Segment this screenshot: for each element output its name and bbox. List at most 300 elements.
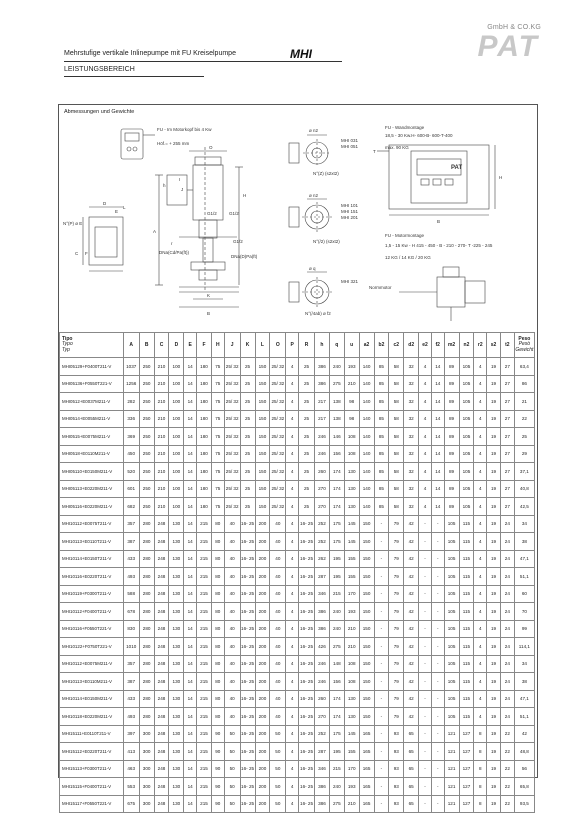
- model-cell: MHI10112+E0075M211-V: [60, 655, 124, 673]
- table-cell: 50: [270, 743, 286, 761]
- model-cell: MHI15115+F0400T211-V: [60, 778, 124, 796]
- model-cell: MHI10112+E0075T211-V: [60, 515, 124, 533]
- table-cell: 140: [359, 410, 374, 428]
- table-cell: 25/ 32: [270, 480, 286, 498]
- table-cell: 100: [169, 428, 184, 446]
- col-header: c2: [389, 333, 404, 358]
- table-cell: 16- 25: [240, 620, 255, 638]
- table-cell: 105: [459, 463, 474, 481]
- section-title: LEISTUNGSBEREICH: [64, 66, 135, 73]
- table-cell: 195: [329, 743, 344, 761]
- table-cell: 150: [255, 410, 270, 428]
- table-cell: -: [374, 620, 389, 638]
- table-cell: 14: [184, 445, 197, 463]
- table-cell: 108: [344, 445, 359, 463]
- col-header: C: [154, 333, 169, 358]
- table-cell: 280: [139, 708, 154, 726]
- table-cell: 248: [154, 708, 169, 726]
- dim-J: J: [181, 187, 184, 192]
- table-cell: 4: [419, 445, 432, 463]
- table-cell: 93: [389, 795, 404, 813]
- model-cell: MHI10113+E0110M211-V: [60, 673, 124, 691]
- table-cell: 32: [404, 410, 419, 428]
- table-cell: 250: [139, 480, 154, 498]
- table-cell: -: [374, 760, 389, 778]
- table-cell: 130: [169, 515, 184, 533]
- bolts-label-b: N°(/2) (s2xt2): [313, 239, 340, 244]
- table-cell: 14: [184, 778, 197, 796]
- table-cell: 25: [240, 358, 255, 376]
- table-cell: 105: [459, 410, 474, 428]
- table-cell: 4: [286, 708, 299, 726]
- col-header: K: [240, 333, 255, 358]
- table-cell: 246: [315, 428, 330, 446]
- table-cell: 130: [344, 708, 359, 726]
- table-cell: 248: [154, 603, 169, 621]
- table-cell: -: [374, 743, 389, 761]
- table-cell: 16- 25: [240, 638, 255, 656]
- weight-cell: 63,4: [514, 358, 534, 376]
- table-cell: 40: [270, 533, 286, 551]
- table-cell: 100: [169, 445, 184, 463]
- table-cell: 14: [184, 568, 197, 586]
- table-cell: -: [374, 585, 389, 603]
- flange-group3-line1: MHI 321: [341, 279, 359, 284]
- table-cell: 4: [286, 620, 299, 638]
- table-cell: 14: [431, 393, 444, 411]
- table-cell: 260: [315, 463, 330, 481]
- wall-mount-spec: 18,5 - 30 Kw.H- 600-B- 600-T-400: [385, 133, 453, 138]
- table-cell: 27: [500, 498, 514, 516]
- table-cell: 19: [487, 673, 501, 691]
- technical-drawing: [59, 117, 535, 330]
- table-cell: 156: [329, 673, 344, 691]
- table-cell: 58: [389, 410, 404, 428]
- table-row: [60, 708, 535, 726]
- table-cell: 27: [500, 375, 514, 393]
- table-cell: -: [374, 778, 389, 796]
- table-cell: -: [419, 778, 432, 796]
- table-cell: 50: [270, 795, 286, 813]
- table-cell: 150: [255, 393, 270, 411]
- table-cell: 16- 25: [299, 533, 315, 551]
- table-cell: 42: [404, 585, 419, 603]
- table-cell: 215: [197, 708, 212, 726]
- height-note: Höf.= + 255 mm: [157, 141, 190, 146]
- weight-cell: 56: [514, 760, 534, 778]
- table-cell: 4: [474, 638, 487, 656]
- table-cell: 4: [474, 673, 487, 691]
- table-cell: 4: [419, 410, 432, 428]
- dim-D: D: [103, 201, 107, 206]
- table-cell: 200: [255, 638, 270, 656]
- table-cell: 195: [329, 568, 344, 586]
- table-cell: 287: [315, 568, 330, 586]
- table-cell: 280: [139, 515, 154, 533]
- table-cell: 40: [224, 515, 240, 533]
- table-cell: 4: [286, 760, 299, 778]
- logo-wordmark: PAT: [477, 30, 539, 63]
- table-cell: 105: [444, 603, 459, 621]
- table-cell: 14: [184, 585, 197, 603]
- table-cell: 4: [286, 778, 299, 796]
- dim-n2-2: ø n2: [309, 193, 319, 198]
- col-header: q: [329, 333, 344, 358]
- motor-mount-weight: 12 KG / 14 KG / 20 KG: [385, 255, 431, 260]
- table-cell: 215: [197, 603, 212, 621]
- table-cell: 130: [344, 498, 359, 516]
- col-header: n2: [459, 333, 474, 358]
- bolts-label-c: N°(/4ab) ø f2: [305, 311, 331, 316]
- table-cell: 127: [459, 795, 474, 813]
- table-cell: 80: [211, 533, 224, 551]
- table-cell: 4: [286, 725, 299, 743]
- table-cell: 130: [169, 778, 184, 796]
- table-cell: 210: [154, 445, 169, 463]
- table-cell: 40: [224, 620, 240, 638]
- table-cell: 16- 25: [240, 690, 255, 708]
- table-cell: 675: [123, 795, 139, 813]
- table-row: [60, 498, 535, 516]
- table-cell: 200: [255, 568, 270, 586]
- table-cell: 25/ 32: [270, 393, 286, 411]
- table-cell: 4: [286, 743, 299, 761]
- model-cell: MHI10116+F0550T221-V: [60, 620, 124, 638]
- weight-cell: 65,8: [514, 778, 534, 796]
- table-cell: 115: [459, 603, 474, 621]
- table-cell: 32: [404, 375, 419, 393]
- table-cell: 248: [154, 568, 169, 586]
- table-cell: 19: [487, 550, 501, 568]
- weight-cell: 86: [514, 375, 534, 393]
- table-cell: 4: [419, 358, 432, 376]
- dim-K: K: [207, 293, 211, 298]
- table-cell: 75: [211, 480, 224, 498]
- table-cell: 195: [329, 550, 344, 568]
- table-cell: 24: [500, 673, 514, 691]
- dim-F: F: [85, 251, 88, 256]
- table-row: [60, 533, 535, 551]
- table-cell: 127: [459, 778, 474, 796]
- table-cell: 4: [286, 690, 299, 708]
- table-cell: 270: [315, 498, 330, 516]
- table-cell: 150: [359, 708, 374, 726]
- table-cell: 105: [444, 568, 459, 586]
- col-header: A: [123, 333, 139, 358]
- table-cell: 130: [169, 725, 184, 743]
- table-cell: 336: [123, 410, 139, 428]
- table-cell: 280: [139, 638, 154, 656]
- table-cell: 24: [500, 533, 514, 551]
- table-cell: 100: [169, 410, 184, 428]
- table-cell: 140: [359, 428, 374, 446]
- table-cell: 25/ 32: [224, 358, 240, 376]
- dim-L: L: [123, 205, 126, 210]
- table-cell: 14: [184, 620, 197, 638]
- table-cell: 19: [487, 708, 501, 726]
- wall-mount-title: FU - Wandmontage: [385, 125, 425, 130]
- table-cell: 16- 25: [299, 725, 315, 743]
- table-cell: 89: [444, 358, 459, 376]
- table-cell: 200: [255, 708, 270, 726]
- table-cell: 16- 25: [299, 655, 315, 673]
- table-cell: 248: [154, 620, 169, 638]
- col-header: L: [255, 333, 270, 358]
- table-cell: 588: [123, 585, 139, 603]
- table-cell: 80: [211, 638, 224, 656]
- table-row: [60, 690, 535, 708]
- table-cell: 25: [299, 498, 315, 516]
- table-cell: 25: [240, 375, 255, 393]
- table-cell: 4: [286, 655, 299, 673]
- table-cell: 4: [419, 375, 432, 393]
- table-cell: 138: [329, 393, 344, 411]
- table-cell: 58: [389, 358, 404, 376]
- table-cell: 146: [329, 428, 344, 446]
- table-cell: -: [374, 603, 389, 621]
- table-cell: 93: [389, 725, 404, 743]
- table-cell: 130: [344, 480, 359, 498]
- table-cell: 24: [500, 568, 514, 586]
- dim-r: r: [171, 241, 173, 246]
- table-cell: 89: [444, 445, 459, 463]
- table-cell: 150: [359, 620, 374, 638]
- peso-header: Peso Pesò Gewicht: [514, 333, 534, 358]
- table-cell: 19: [487, 585, 501, 603]
- table-cell: 180: [197, 358, 212, 376]
- table-cell: 115: [459, 673, 474, 691]
- table-cell: 105: [444, 620, 459, 638]
- table-cell: 14: [184, 480, 197, 498]
- table-cell: 386: [315, 620, 330, 638]
- table-cell: 80: [211, 673, 224, 691]
- table-cell: -: [374, 708, 389, 726]
- table-cell: -: [374, 725, 389, 743]
- table-cell: 50: [224, 778, 240, 796]
- table-cell: 14: [184, 603, 197, 621]
- table-cell: 520: [123, 463, 139, 481]
- table-cell: 75: [211, 463, 224, 481]
- table-cell: 40: [224, 585, 240, 603]
- table-cell: 16- 25: [240, 778, 255, 796]
- table-cell: 210: [344, 620, 359, 638]
- table-cell: 282: [123, 393, 139, 411]
- table-cell: -: [419, 795, 432, 813]
- table-cell: 105: [459, 428, 474, 446]
- table-cell: 75: [211, 375, 224, 393]
- table-cell: 27: [500, 410, 514, 428]
- table-cell: 150: [255, 445, 270, 463]
- table-cell: -: [374, 655, 389, 673]
- table-cell: 463: [123, 760, 139, 778]
- model-cell: MHI05110+E0150M211-V: [60, 463, 124, 481]
- table-cell: -: [419, 515, 432, 533]
- table-cell: 4: [286, 673, 299, 691]
- table-cell: 50: [270, 760, 286, 778]
- table-cell: 150: [359, 550, 374, 568]
- table-cell: 115: [459, 585, 474, 603]
- thread-g1: G1/2: [207, 211, 217, 216]
- table-cell: 200: [255, 655, 270, 673]
- table-cell: 300: [139, 778, 154, 796]
- model-cell: MHI05113+E0220M211-V: [60, 480, 124, 498]
- dim-I: I: [179, 177, 181, 182]
- table-cell: 248: [154, 743, 169, 761]
- table-cell: -: [431, 638, 444, 656]
- table-cell: 27: [500, 428, 514, 446]
- dna-label-1: DNa(Cd/Pa(ft)): [159, 250, 190, 255]
- table-cell: 433: [123, 690, 139, 708]
- table-cell: 14: [184, 550, 197, 568]
- table-cell: 210: [154, 358, 169, 376]
- table-cell: 4: [474, 410, 487, 428]
- table-cell: -: [419, 585, 432, 603]
- table-cell: 150: [255, 358, 270, 376]
- weight-cell: 22: [514, 410, 534, 428]
- table-cell: 19: [487, 428, 501, 446]
- table-cell: 24: [500, 603, 514, 621]
- table-cell: 14: [431, 428, 444, 446]
- table-cell: 215: [329, 585, 344, 603]
- table-cell: 42: [404, 655, 419, 673]
- table-cell: 200: [255, 533, 270, 551]
- table-cell: 4: [474, 445, 487, 463]
- table-row: [60, 375, 535, 393]
- table-cell: 165: [359, 795, 374, 813]
- table-row: [60, 480, 535, 498]
- col-header: m2: [444, 333, 459, 358]
- weight-cell: 114,1: [514, 638, 534, 656]
- table-cell: 24: [500, 620, 514, 638]
- table-cell: 40: [270, 620, 286, 638]
- weight-cell: 51,1: [514, 568, 534, 586]
- table-cell: 275: [329, 795, 344, 813]
- table-cell: 248: [154, 550, 169, 568]
- table-row: [60, 410, 535, 428]
- table-cell: 14: [184, 725, 197, 743]
- table-cell: 32: [404, 480, 419, 498]
- weight-cell: 42: [514, 725, 534, 743]
- table-cell: 4: [286, 410, 299, 428]
- table-cell: 240: [329, 778, 344, 796]
- table-cell: 14: [431, 445, 444, 463]
- table-cell: 248: [154, 533, 169, 551]
- table-cell: 165: [359, 760, 374, 778]
- table-cell: 42: [404, 708, 419, 726]
- table-cell: 25/ 32: [270, 445, 286, 463]
- table-cell: 369: [123, 428, 139, 446]
- table-cell: 16- 25: [299, 603, 315, 621]
- table-cell: 19: [487, 655, 501, 673]
- table-cell: -: [374, 795, 389, 813]
- table-cell: 4: [474, 550, 487, 568]
- table-cell: 217: [315, 410, 330, 428]
- table-cell: 121: [444, 795, 459, 813]
- table-cell: 27: [500, 463, 514, 481]
- table-cell: 40: [270, 638, 286, 656]
- table-cell: 25: [299, 410, 315, 428]
- table-cell: 4: [286, 498, 299, 516]
- table-cell: -: [419, 725, 432, 743]
- table-cell: -: [419, 603, 432, 621]
- table-cell: 200: [255, 760, 270, 778]
- table-cell: 22: [500, 795, 514, 813]
- normmotor-label: Normmotor: [369, 285, 392, 290]
- table-cell: 85: [374, 393, 389, 411]
- table-row: [60, 585, 535, 603]
- table-cell: 121: [444, 725, 459, 743]
- table-cell: 252: [315, 515, 330, 533]
- model-cell: MHI05129+F0400T211-V: [60, 358, 124, 376]
- table-cell: 75: [211, 410, 224, 428]
- table-cell: 165: [359, 778, 374, 796]
- table-cell: 50: [270, 725, 286, 743]
- table-cell: 180: [197, 498, 212, 516]
- model-cell: MHI0514+E0055M211-V: [60, 410, 124, 428]
- weight-cell: 21: [514, 393, 534, 411]
- model-header: Tipo Typo Typ: [60, 333, 124, 358]
- table-cell: 215: [197, 725, 212, 743]
- table-row: [60, 445, 535, 463]
- table-cell: 25/ 32: [224, 428, 240, 446]
- table-cell: 250: [139, 393, 154, 411]
- table-cell: 4: [419, 428, 432, 446]
- table-cell: 240: [329, 620, 344, 638]
- table-cell: 14: [184, 673, 197, 691]
- table-cell: 240: [329, 603, 344, 621]
- dim-h: h: [163, 183, 166, 188]
- table-cell: 108: [344, 428, 359, 446]
- table-cell: 16- 25: [299, 585, 315, 603]
- table-cell: 19: [487, 445, 501, 463]
- table-cell: -: [419, 760, 432, 778]
- table-cell: 156: [329, 445, 344, 463]
- flange-group2-line1: MHI 101: [341, 203, 359, 208]
- table-cell: 217: [315, 393, 330, 411]
- table-cell: 4: [474, 655, 487, 673]
- weight-cell: 47,1: [514, 550, 534, 568]
- table-cell: 14: [184, 708, 197, 726]
- box-pat-label: PAT: [451, 165, 463, 171]
- table-cell: 16- 25: [240, 743, 255, 761]
- table-cell: 130: [169, 603, 184, 621]
- table-cell: 58: [389, 375, 404, 393]
- table-cell: 4: [286, 358, 299, 376]
- table-cell: -: [374, 673, 389, 691]
- table-cell: 50: [224, 795, 240, 813]
- table-cell: 180: [197, 445, 212, 463]
- table-cell: -: [431, 620, 444, 638]
- table-cell: 32: [404, 445, 419, 463]
- table-cell: 115: [459, 515, 474, 533]
- table-cell: 80: [211, 550, 224, 568]
- table-cell: 130: [169, 760, 184, 778]
- table-cell: 79: [389, 533, 404, 551]
- table-cell: 40: [270, 568, 286, 586]
- table-cell: 75: [211, 498, 224, 516]
- table-cell: 16- 25: [240, 760, 255, 778]
- table-cell: 80: [211, 690, 224, 708]
- table-cell: 40: [224, 568, 240, 586]
- table-cell: 25: [240, 428, 255, 446]
- table-cell: 180: [197, 480, 212, 498]
- table-cell: 145: [344, 725, 359, 743]
- table-cell: 79: [389, 638, 404, 656]
- table-cell: 16- 25: [299, 638, 315, 656]
- table-cell: 80: [211, 515, 224, 533]
- table-cell: 553: [123, 778, 139, 796]
- table-cell: 40: [224, 690, 240, 708]
